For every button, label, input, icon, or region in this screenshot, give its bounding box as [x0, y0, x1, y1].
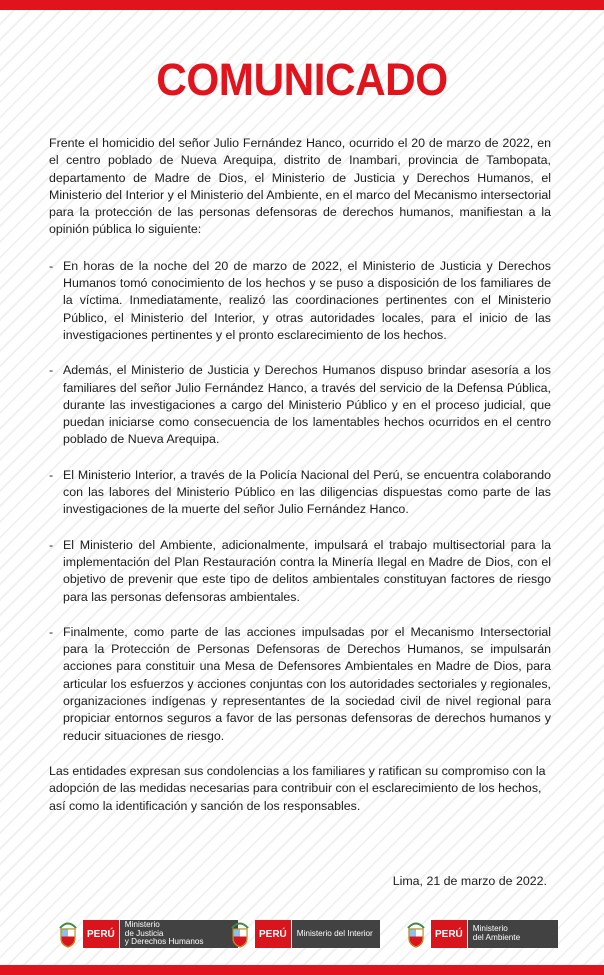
ministry-logos [0, 917, 604, 951]
list-item-text: Finalmente, como parte de las acciones impulsadas por el Mecanismo Intersectorial para la Protección de Personas Defensoras de Derechos Humanos, se impulsarán acciones para constituir una Mesa de Defensores Ambientales en Madre de Dios, para articular los esfuerzos y acciones conjuntas con los autoridades sectoriales y regionales, organizaciones indígenas y representantes de la sociedad civil de nivel regional para propiciar entornos seguros a favor de las personas defensoras de derechos humanos y reducir situaciones de riesgo. [63, 624, 551, 743]
bullet-dash: - [49, 537, 54, 552]
bottom-red-bar [0, 965, 604, 975]
list-item [49, 624, 551, 745]
list-item-text: En horas de la noche del 20 de marzo de 2022, el Ministerio de Justicia y Derechos Humanos tomó conocimiento de los hechos y se puso a disposición de los familiares de la víctima. Inmediatamente, realizó las coordinaciones pertinentes con el Ministerio Público, el Ministerio del Interior, y otras autoridades locales, para el inicio de las investigaciones pertinentes y el pronto esclarecimiento de los hechos. [63, 258, 551, 342]
list-item-text: El Ministerio Interior, a través de la Policía Nacional del Perú, se encuentra colaborando con las labores del Ministerio Público en las diligencias dispuestas como parte de las investigaciones de la muerte del señor Julio Fernández Hanco. [63, 467, 551, 517]
signature-date: Lima, 21 de marzo de 2022. [392, 874, 547, 888]
logo-minam [405, 917, 558, 951]
list-item [49, 258, 551, 344]
statement-list [49, 258, 551, 745]
logo-mininter [229, 917, 380, 951]
logo-minjus [57, 917, 238, 951]
bullet-dash: - [49, 363, 54, 378]
bullet-dash: - [49, 624, 54, 639]
list-item [49, 362, 551, 448]
list-item-text: El Ministerio del Ambiente, adicionalmente, impulsará el trabajo multisectorial para la implementación del Plan Restauración contra la Minería Ilegal en Madre de Dios, con el objetivo de prevenir que este tipo de delitos ambientales constituyan factores de riesgo para las personas defensoras ambientales. [63, 537, 551, 604]
peru-label: PERÚ [255, 920, 291, 948]
ministry-label: Ministerio del Interior [291, 920, 380, 948]
top-red-bar [0, 0, 604, 10]
bullet-dash: - [49, 258, 54, 273]
closing-paragraph: Las entidades expresan sus condolencias a los familiares y ratifican su compromiso con la adopción de las medidas necesarias para contribuir con el esclarecimiento de los hechos, así como la identificación y sanción de los responsables. [49, 763, 546, 813]
list-item [49, 467, 551, 519]
list-item [49, 537, 551, 606]
bullet-dash: - [49, 467, 54, 482]
coat-of-arms-icon [57, 919, 79, 949]
ministry-label: Ministerio del Ambiente [467, 920, 558, 948]
peru-label: PERÚ [431, 920, 467, 948]
peru-label: PERÚ [83, 920, 119, 948]
document-title: COMUNICADO [156, 54, 448, 105]
list-item-text: Además, el Ministerio de Justicia y Derechos Humanos dispuso brindar asesoría a los familiares del señor Julio Fernández Hanco, a través del servicio de la Defensa Pública, durante las investigaciones a cargo del Ministerio Público y en el proceso judicial, que puedan iniciarse como consecuencia de los lamentables hechos ocurridos en el centro poblado de Nueva Arequipa. [63, 363, 551, 447]
coat-of-arms-icon [405, 919, 427, 949]
statement-body [49, 135, 551, 815]
document-sheet [0, 10, 604, 965]
ministry-label: Ministerio de Justicia y Derechos Humanos [119, 920, 238, 948]
intro-paragraph: Frente el homicidio del señor Julio Fernández Hanco, ocurrido el 20 de marzo de 2022, en el centro poblado de Nueva Arequipa, distrito de Inambari, provincia de Tambopata, departamento de Madre de Dios, el Ministerio de Justicia y Derechos Humanos, el Ministerio del Interior y el Ministerio del Ambiente, en el marco del Mecanismo intersectorial para la protección de las personas defensoras de derechos humanos, manifiestan a la opinión pública lo siguiente: [49, 136, 551, 237]
coat-of-arms-icon [229, 919, 251, 949]
